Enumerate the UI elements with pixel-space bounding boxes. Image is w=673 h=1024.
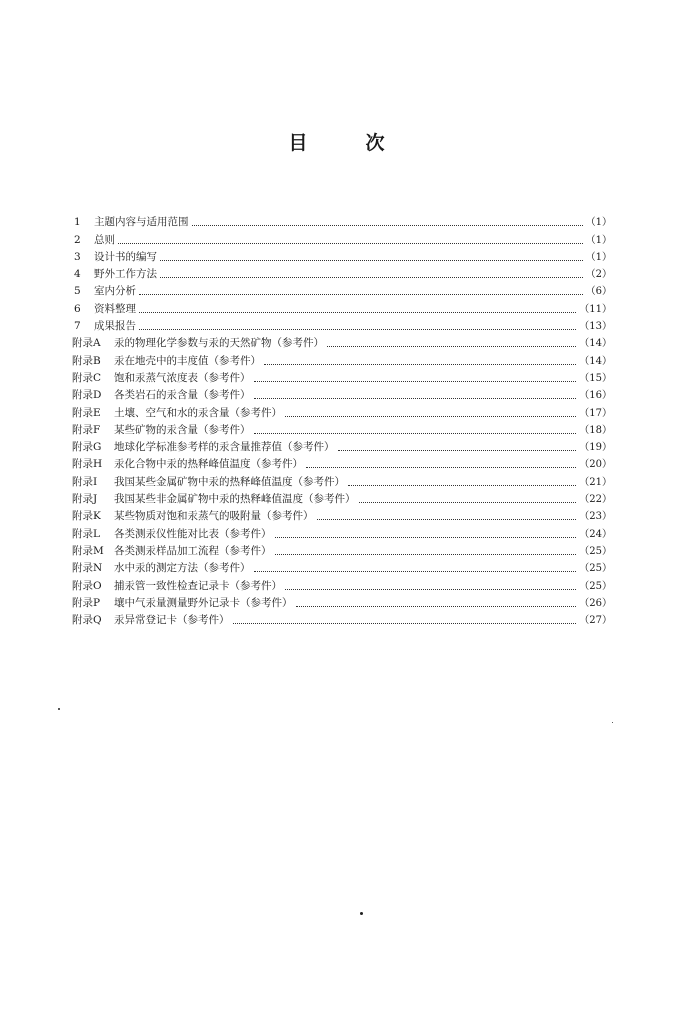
toc-entry-number: 3 [74, 250, 81, 263]
toc-entry [72, 543, 612, 560]
toc-entry-title: 野外工作方法 [94, 268, 157, 281]
toc-leader-dots [275, 554, 577, 555]
toc-entry-page: （2） [585, 269, 612, 281]
toc-entry-page: （25） [579, 580, 612, 592]
toc-leader-dots [254, 398, 577, 399]
toc-entry-title: 资料整理 [94, 302, 136, 315]
toc-entry [72, 231, 612, 248]
toc-entry-title: 汞异常登记卡（参考件） [114, 614, 230, 627]
toc-entry [72, 249, 612, 266]
toc-entry [72, 318, 612, 335]
toc-entry-number: 4 [74, 268, 81, 281]
toc-entry-number: 2 [74, 233, 81, 246]
toc-leader-dots [233, 623, 577, 624]
toc-entry-page: （19） [579, 442, 612, 454]
title-part-1: 目 [288, 132, 308, 154]
toc-entry [72, 577, 612, 594]
toc-entry [72, 456, 612, 473]
toc-leader-dots [160, 277, 583, 278]
toc-entry-page: （14） [579, 338, 612, 350]
toc-entry-number: 附录N [72, 562, 103, 575]
toc-entry-page: （11） [579, 303, 612, 315]
toc-entry-number: 附录J [72, 493, 98, 506]
toc-leader-dots [118, 243, 583, 244]
toc-leader-dots [254, 433, 577, 434]
toc-entry-number: 附录C [72, 371, 102, 384]
toc-entry-page: （26） [579, 597, 612, 609]
toc-entry-number: 5 [74, 285, 81, 298]
toc-leader-dots [306, 467, 576, 468]
toc-entry-title: 主题内容与适用范围 [94, 216, 189, 229]
toc-leader-dots [296, 606, 577, 607]
toc-entry [72, 508, 612, 525]
toc-leader-dots [285, 589, 576, 590]
toc-entry-title: 水中汞的测定方法（参考件） [114, 562, 251, 575]
toc-entry-number: 附录H [72, 458, 103, 471]
toc-entry [72, 335, 612, 352]
toc-leader-dots [254, 571, 577, 572]
toc-entry-number: 附录M [72, 544, 104, 557]
toc-entry-title: 各类测汞仪性能对比表（参考件） [114, 527, 272, 540]
toc-entry [72, 300, 612, 317]
toc-entry-number: 附录A [72, 337, 101, 350]
toc-entry-page: （17） [579, 407, 612, 419]
toc-entry-page: （25） [579, 545, 612, 557]
toc-entry [72, 612, 612, 629]
toc-entry-page: （14） [579, 355, 612, 367]
toc-entry-number: 附录O [72, 579, 102, 592]
toc-entry-page: （23） [579, 511, 612, 523]
toc-entry-title: 捕汞管一致性检查记录卡（参考件） [114, 579, 282, 592]
toc-entry-number: 附录Q [72, 614, 102, 627]
toc-entry-page: （6） [585, 286, 612, 298]
toc-entry-number: 附录F [72, 423, 101, 436]
toc-leader-dots [317, 519, 577, 520]
toc-entry [72, 422, 612, 439]
toc-leader-dots [285, 416, 576, 417]
toc-entry-number: 附录E [72, 406, 101, 419]
toc-entry-page: （21） [579, 476, 612, 488]
toc-entry-number: 附录P [72, 596, 101, 609]
toc-entry-page: （16） [579, 390, 612, 402]
table-of-contents [72, 214, 612, 629]
toc-entry-page: （1） [585, 217, 612, 229]
toc-entry-title: 汞化合物中汞的热释峰值温度（参考件） [114, 458, 303, 471]
toc-leader-dots [264, 364, 576, 365]
toc-entry [72, 560, 612, 577]
toc-entry [72, 266, 612, 283]
page-title [0, 128, 673, 155]
scan-speck [360, 912, 363, 915]
toc-entry-title: 壤中气汞量测量野外记录卡（参考件） [114, 596, 293, 609]
toc-entry-page: （18） [579, 424, 612, 436]
toc-entry [72, 283, 612, 300]
toc-entry-number: 6 [74, 302, 81, 315]
toc-entry-title: 汞在地壳中的丰度值（参考件） [114, 354, 261, 367]
toc-entry [72, 387, 612, 404]
toc-leader-dots [359, 502, 577, 503]
toc-leader-dots [327, 346, 576, 347]
scan-speck [612, 722, 613, 723]
toc-entry [72, 473, 612, 490]
toc-entry-number: 附录G [72, 441, 102, 454]
toc-leader-dots [275, 537, 577, 538]
toc-entry-title: 总则 [94, 233, 115, 246]
toc-entry-title: 室内分析 [94, 285, 136, 298]
toc-entry-page: （20） [579, 459, 612, 471]
toc-entry [72, 352, 612, 369]
toc-entry-page: （25） [579, 563, 612, 575]
toc-leader-dots [160, 260, 583, 261]
toc-entry-title: 成果报告 [94, 320, 136, 333]
toc-entry-title: 我国某些金属矿物中汞的热释峰值温度（参考件） [114, 475, 345, 488]
toc-entry-title: 我国某些非金属矿物中汞的热释峰值温度（参考件） [114, 493, 356, 506]
toc-leader-dots [139, 312, 576, 313]
toc-entry-number: 7 [74, 320, 81, 333]
toc-entry-page: （15） [579, 372, 612, 384]
toc-entry-title: 各类岩石的汞含量（参考件） [114, 389, 251, 402]
toc-entry-number: 附录K [72, 510, 101, 523]
toc-entry-title: 地球化学标准参考样的汞含量推荐值（参考件） [114, 441, 335, 454]
toc-entry-number: 附录B [72, 354, 101, 367]
toc-entry-page: （24） [579, 528, 612, 540]
toc-entry [72, 214, 612, 231]
toc-entry-page: （22） [579, 494, 612, 506]
toc-entry [72, 491, 612, 508]
toc-entry-number: 1 [74, 216, 81, 229]
toc-leader-dots [254, 381, 577, 382]
toc-entry [72, 370, 612, 387]
toc-entry [72, 525, 612, 542]
toc-entry-title: 饱和汞蒸气浓度表（参考件） [114, 371, 251, 384]
toc-entry-page: （1） [585, 234, 612, 246]
toc-entry-title: 各类测汞样品加工流程（参考件） [114, 544, 272, 557]
scan-speck [58, 708, 60, 710]
toc-entry-title: 土壤、空气和水的汞含量（参考件） [114, 406, 282, 419]
toc-leader-dots [192, 225, 583, 226]
title-part-2: 次 [365, 132, 385, 154]
toc-entry-title: 汞的物理化学参数与汞的天然矿物（参考件） [114, 337, 324, 350]
toc-entry-number: 附录D [72, 389, 102, 402]
toc-leader-dots [139, 329, 576, 330]
toc-entry [72, 439, 612, 456]
toc-leader-dots [338, 450, 577, 451]
toc-entry [72, 404, 612, 421]
toc-entry-title: 某些物质对饱和汞蒸气的吸附量（参考件） [114, 510, 314, 523]
toc-entry-page: （27） [579, 615, 612, 627]
toc-entry-number: 附录L [72, 527, 100, 540]
toc-leader-dots [348, 485, 576, 486]
toc-leader-dots [139, 294, 583, 295]
toc-entry-title: 设计书的编写 [94, 250, 157, 263]
toc-entry-title: 某些矿物的汞含量（参考件） [114, 423, 251, 436]
toc-entry-number: 附录I [72, 475, 98, 488]
toc-entry-page: （13） [579, 321, 612, 333]
toc-entry-page: （1） [585, 251, 612, 263]
toc-entry [72, 595, 612, 612]
